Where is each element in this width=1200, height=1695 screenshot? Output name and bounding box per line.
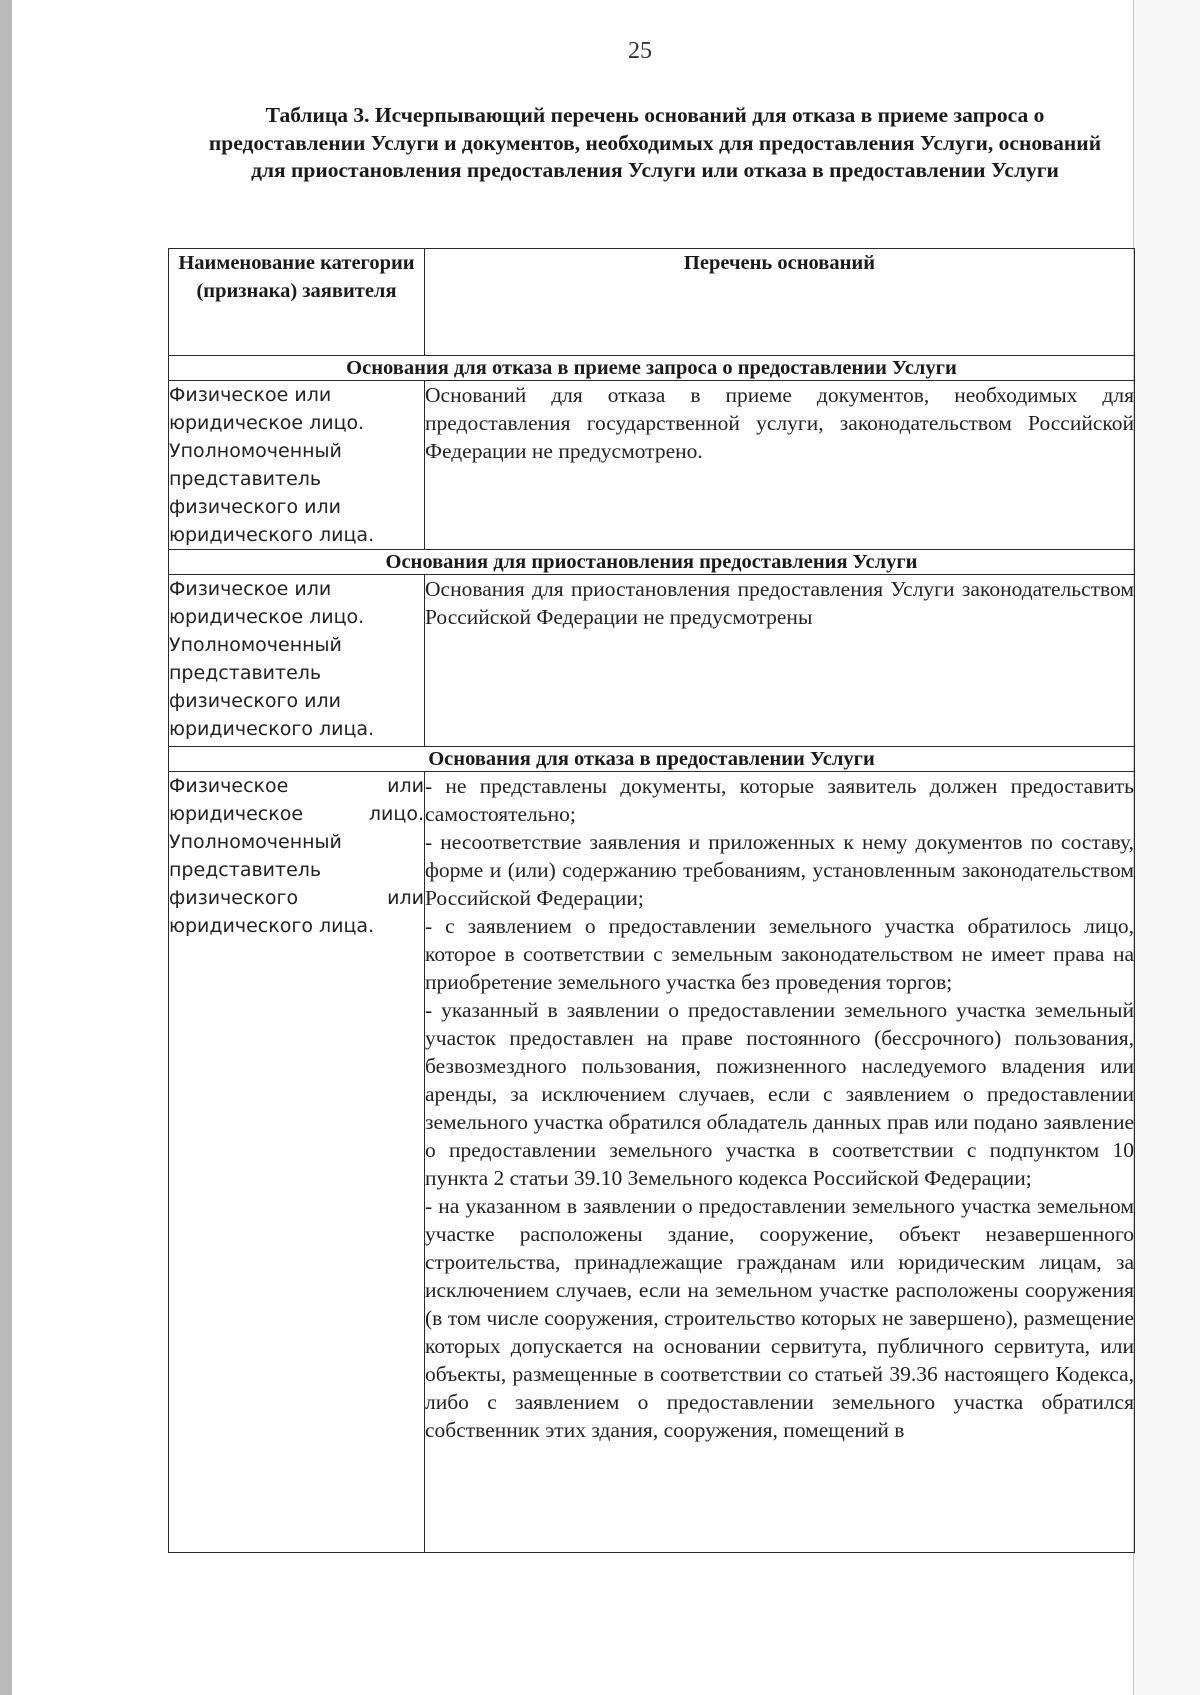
header-grounds-list: Перечень оснований xyxy=(425,249,1135,356)
page-number: 25 xyxy=(628,38,652,64)
scan-edge-right xyxy=(1134,0,1200,1695)
grounds-item: - несоответствие заявления и приложенных к нему документов по составу, форме и (или) содержанию требованиям, установленным законодательством Российской Федерации; xyxy=(425,830,1134,910)
applicant-category-cell: Физическое или юридическое лицо. Уполномоченный представитель физического или юридического лица. xyxy=(169,381,425,550)
section-title-refusal-service: Основания для отказа в предоставлении Услуги xyxy=(169,747,1135,772)
grounds-text: Оснований для отказа в приеме документов, необходимых для предоставления государственной услуги, законодательством Российской Федерации не предусмотрено. xyxy=(425,383,1134,463)
applicant-category-cell: Физическое или юридическое лицо. Уполномоченный представитель физического или юридического лица. xyxy=(169,575,425,747)
table-header-row xyxy=(169,249,1135,356)
table-caption: Таблица 3. Исчерпывающий перечень оснований для отказа в приеме запроса о предоставлении Услуги и документов, необходимых для предоставления Услуги, оснований для приостановления предоставления Услуги или отказа в предоставлении Услуги xyxy=(208,103,1102,182)
table-row xyxy=(169,772,1135,1553)
grounds-item: - указанный в заявлении о предоставлении земельного участка земельный участок предоставлен на праве постоянного (бессрочного) пользования, безвозмездного пользования, пожизненного наследуемого владения или аренды, за исключением случаев, если с заявлением о предоставлении земельного участка обратился обладатель данных прав или подано заявление о предоставлении земельного участка в соответствии с подпунктом 10 пункта 2 статьи 39.10 Земельного кодекса Российской Федерации; xyxy=(425,998,1134,1190)
section-title-row xyxy=(169,356,1135,381)
section-title-row xyxy=(169,550,1135,575)
table-row xyxy=(169,575,1135,747)
table-row xyxy=(169,381,1135,550)
grounds-item: - с заявлением о предоставлении земельного участка обратилось лицо, которое в соответствии с земельным законодательством не имеет права на приобретение земельного участка без проведения торгов; xyxy=(425,914,1134,994)
grounds-table xyxy=(168,248,1135,1553)
section-title-row xyxy=(169,747,1135,772)
grounds-cell xyxy=(425,575,1135,747)
applicant-category-cell: Физическое или юридическое лицо. Уполномоченный представитель физического или юридического лица. xyxy=(169,772,425,1553)
header-applicant-category: Наименование категории (признака) заявителя xyxy=(169,249,425,356)
section-title-refusal-acceptance: Основания для отказа в приеме запроса о предоставлении Услуги xyxy=(169,356,1135,381)
grounds-text: Основания для приостановления предоставления Услуги законодательством Российской Федерации не предусмотрены xyxy=(425,577,1134,629)
section-title-suspension: Основания для приостановления предоставления Услуги xyxy=(169,550,1135,575)
scan-edge-left xyxy=(0,0,12,1695)
grounds-item: - не представлены документы, которые заявитель должен предоставить самостоятельно; xyxy=(425,774,1134,826)
grounds-cell xyxy=(425,381,1135,550)
grounds-cell xyxy=(425,772,1135,1553)
grounds-item: - на указанном в заявлении о предоставлении земельного участка земельном участке расположены здание, сооружение, объект незавершенного строительства, принадлежащие гражданам или юридическим лицам, за исключением случаев, если на земельном участке расположены сооружения (в том числе сооружения, строительство которых не завершено), размещение которых допускается на основании сервитута, публичного сервитута, или объекты, размещенные в соответствии со статьей 39.36 настоящего Кодекса, либо с заявлением о предоставлении земельного участка обратился собственник этих здания, сооружения, помещений в xyxy=(425,1194,1134,1442)
